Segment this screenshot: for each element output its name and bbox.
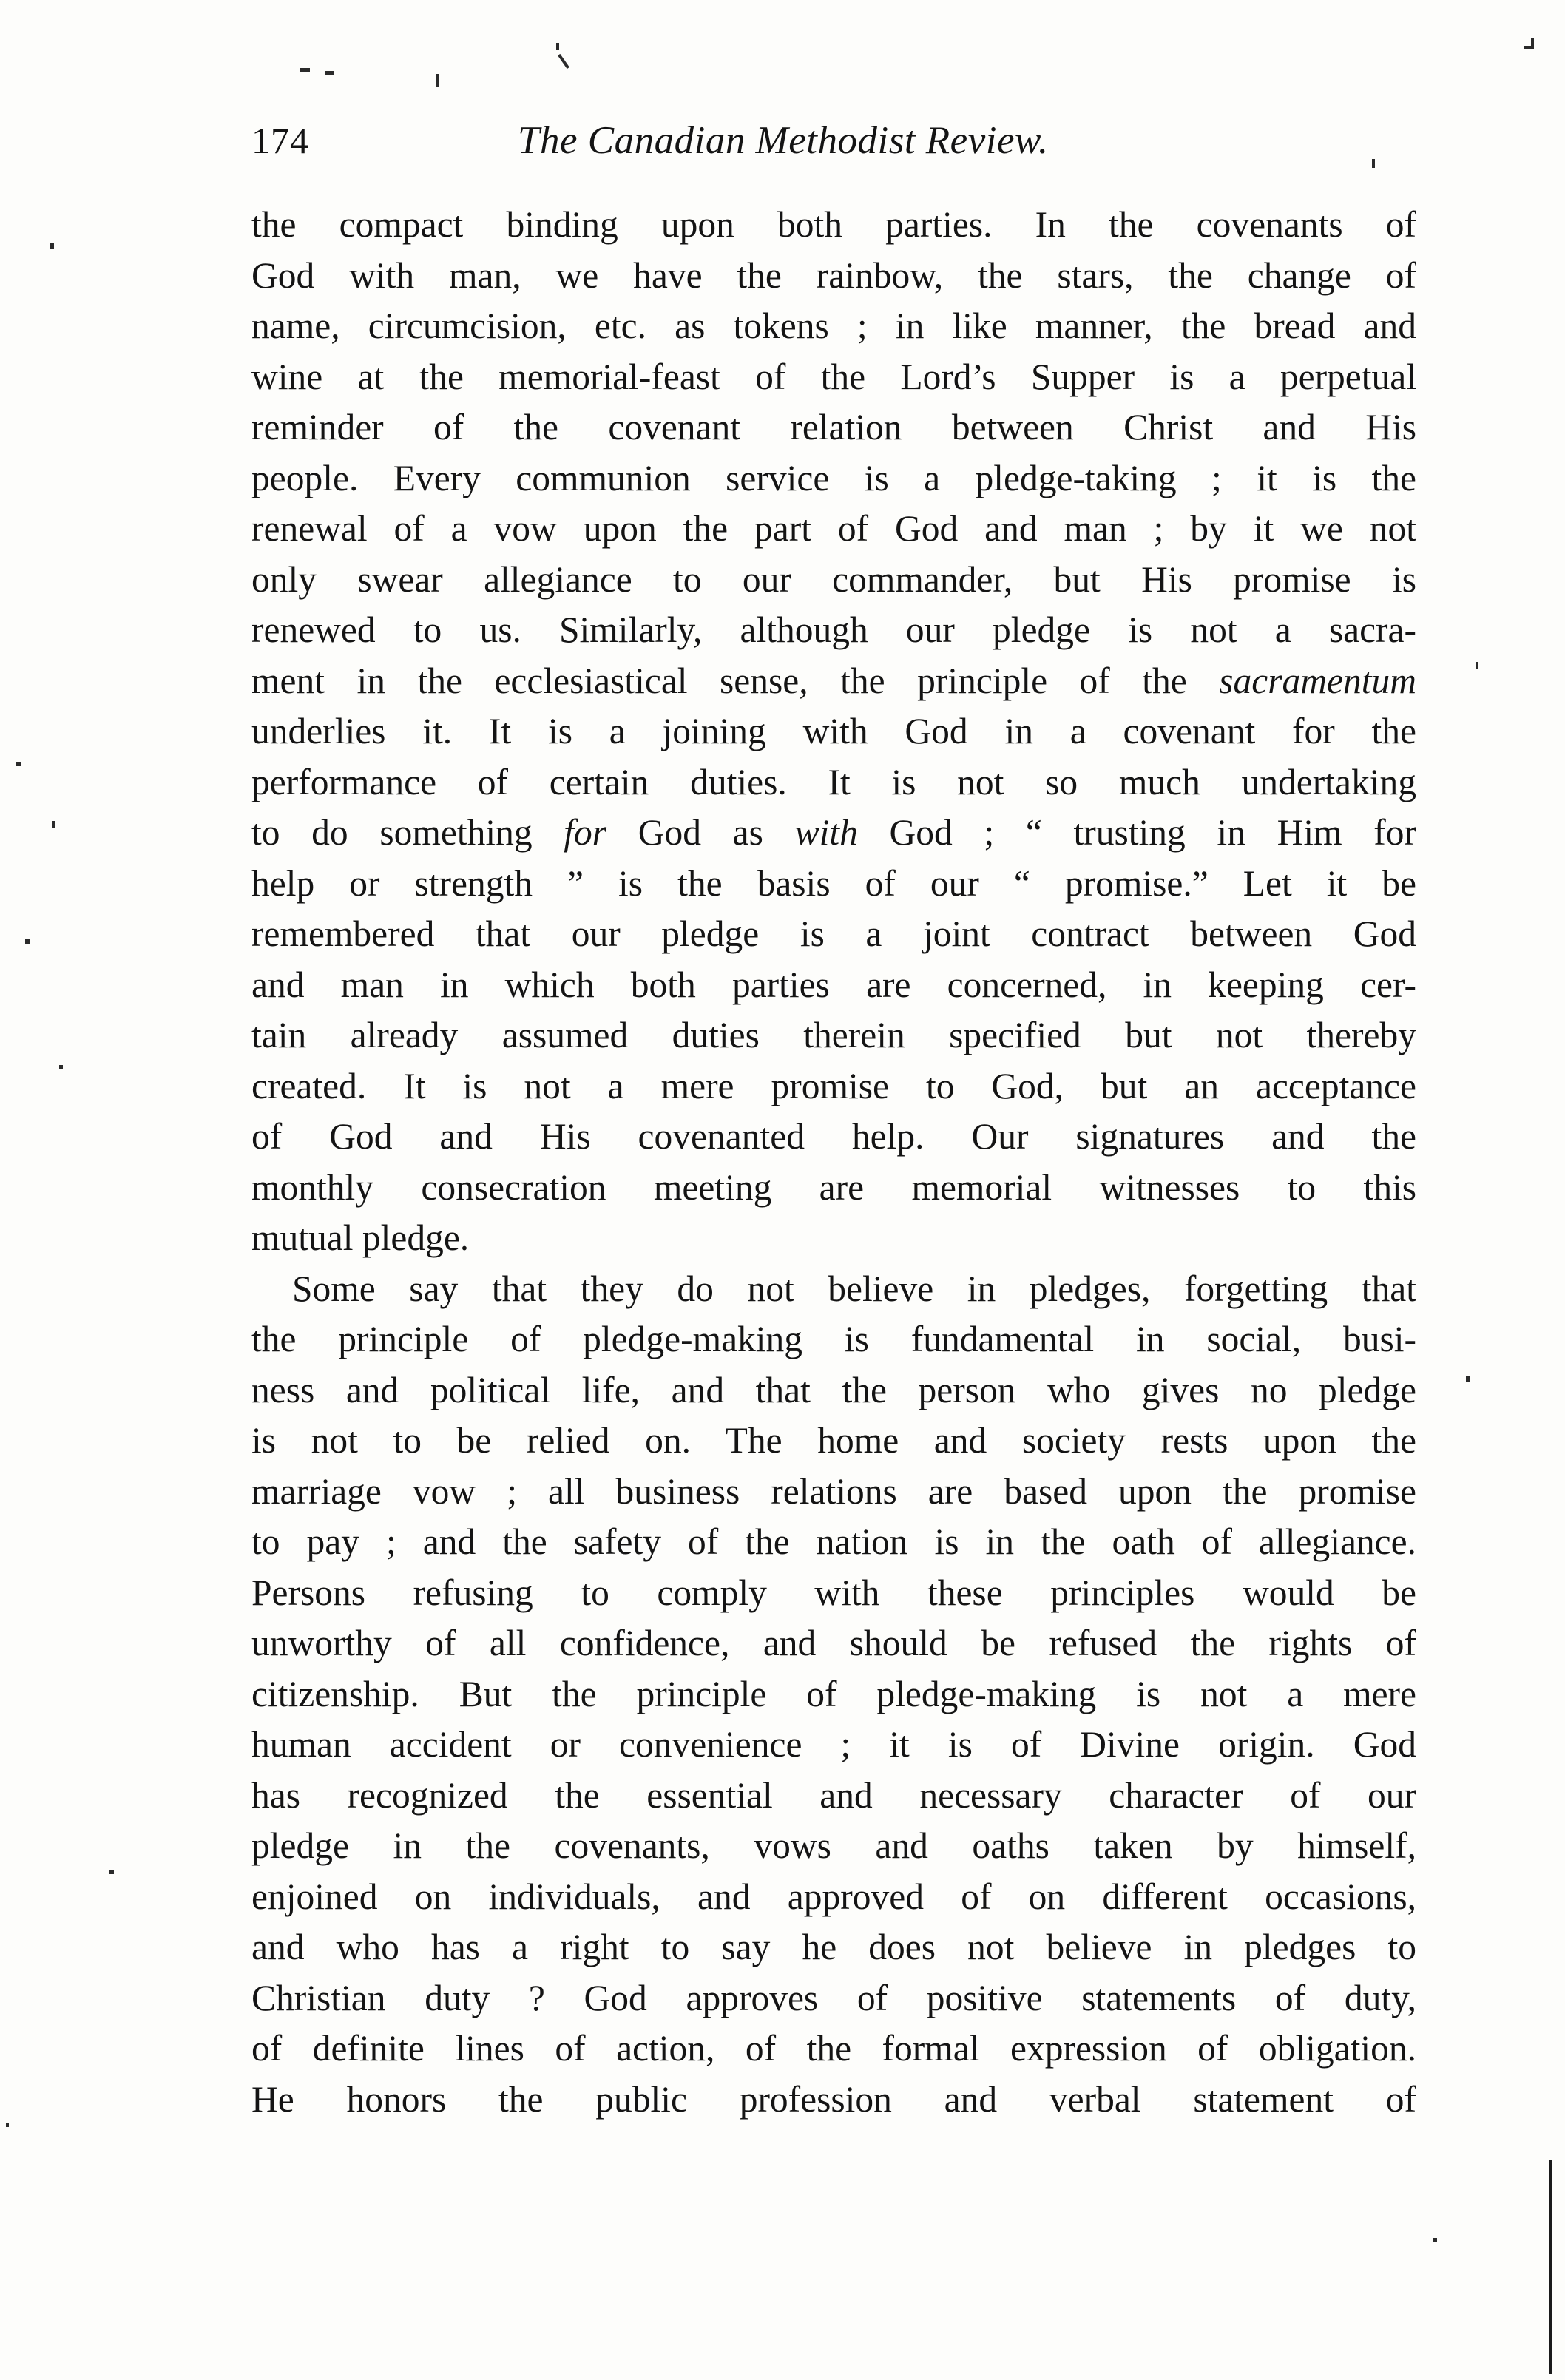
text-line [251,605,1416,656]
text-line [251,706,1416,757]
text-line [251,2024,1416,2075]
text-segment: mutual pledge. [251,1217,470,1258]
text-segment: Some say that they do not believe in pledges, forgetting that [292,1268,1416,1309]
text-line [251,1720,1416,1771]
text-segment: remembered that our pledge is a joint contract between God [251,913,1416,954]
text-line [251,1922,1416,1973]
text-segment: of God and His covenanted help. Our signatures and the [251,1116,1416,1157]
text-line [251,1314,1416,1365]
text-segment: Persons refusing to comply with these principles would be [251,1572,1416,1613]
text-line [251,1568,1416,1619]
text-segment: to pay ; and the safety of the nation is in the oath of allegiance. [251,1521,1416,1562]
text-line [251,656,1416,707]
text-segment: citizenship. But the principle of pledge-making is not a mere [251,1673,1416,1714]
text-line [251,1517,1416,1568]
text-segment: reminder of the covenant relation between Christ and His [251,407,1416,447]
text-line [251,960,1416,1011]
text-segment: marriage vow ; all business relations are based upon the promise [251,1470,1416,1512]
text-line [251,1973,1416,2024]
text-line [251,859,1416,910]
text-line [251,757,1416,808]
text-segment: Christian duty ? God approves of positive statements of duty, [251,1977,1416,2018]
italic-text: for [564,812,607,853]
text-line [251,1618,1416,1669]
text-line [251,352,1416,403]
text-line [251,1872,1416,1923]
text-segment: only swear allegiance to our commander, but His promise is [251,558,1416,600]
text-line [251,1213,1416,1264]
text-line [251,2075,1416,2126]
text-line [251,453,1416,504]
text-segment: created. It is not a mere promise to God, but an acceptance [251,1065,1416,1106]
text-segment: enjoined on individuals, and approved of on different occasions, [251,1876,1416,1917]
text-segment: and man in which both parties are concerned, in keeping cer- [251,964,1416,1005]
text-segment: has recognized the essential and necessary character of our [251,1774,1416,1816]
text-segment: God ; “ trusting in Him for [857,812,1417,853]
text-line [251,1467,1416,1518]
text-segment: help or strength ” is the basis of our “ promise.” Let it be [251,862,1416,904]
text-segment: pledge in the covenants, vows and oaths taken by himself, [251,1825,1416,1866]
text-line [251,1416,1416,1467]
text-line [251,909,1416,960]
text-segment: God as [606,812,795,853]
text-line [251,1821,1416,1872]
text-line [251,402,1416,453]
text-segment: renewal of a vow upon the part of God and man ; by it we not [251,508,1416,549]
text-segment: wine at the memorial-feast of the Lord’s Supper is a perpetual [251,356,1416,397]
text-segment: ment in the ecclesiastical sense, the principle of the [251,660,1220,701]
text-line [251,808,1416,859]
text-segment: underlies it. It is a joining with God in a covenant for the [251,711,1416,751]
text-line [251,1010,1416,1061]
italic-text: sacramentum [1219,660,1416,701]
text-line [251,1669,1416,1720]
text-segment: to do something [251,812,564,853]
text-segment: name, circumcision, etc. as tokens ; in like manner, the bread and [251,305,1416,346]
text-line [251,1264,1416,1315]
text-line [251,301,1416,352]
text-segment: God with man, we have the rainbow, the stars, the change of [251,254,1416,296]
text-segment: of definite lines of action, of the formal expression of obligation. [251,2028,1416,2069]
text-segment: monthly consecration meeting are memorial witnesses to this [251,1166,1416,1208]
text-segment: people. Every communion service is a pledge-taking ; it is the [251,457,1416,498]
text-line [251,1771,1416,1822]
text-segment: and who has a right to say he does not believe in pledges to [251,1927,1416,1967]
text-line [251,504,1416,555]
page-number: 174 [251,120,309,161]
running-title: The Canadian Methodist Review. [518,119,1049,162]
text-line [251,1061,1416,1112]
text-segment: is not to be relied on. The home and society rests upon the [251,1420,1416,1461]
text-line [251,555,1416,606]
text-segment: the compact binding upon both parties. In the covenants of [251,204,1416,245]
text-segment: ness and political life, and that the person who gives no pledge [251,1369,1416,1410]
text-line [251,251,1416,302]
body-text [251,200,1416,2125]
text-line [251,1163,1416,1214]
running-header [251,111,1420,170]
text-line [251,1365,1416,1416]
text-segment: tain already assumed duties therein specified but not thereby [251,1015,1416,1055]
text-segment: He honors the public profession and verbal statement of [251,2078,1416,2120]
italic-text: with [794,812,858,853]
text-segment: performance of certain duties. It is not so much undertaking [251,761,1416,802]
text-segment: unworthy of all confidence, and should be refused the rights of [251,1623,1416,1663]
text-line [251,200,1416,251]
text-segment: the principle of pledge-making is fundamental in social, busi- [251,1319,1416,1359]
text-line [251,1112,1416,1163]
page-edge-line [1549,2160,1552,2374]
text-segment: renewed to us. Similarly, although our pledge is not a sacra- [251,609,1416,650]
text-segment: human accident or convenience ; it is of Divine origin. God [251,1724,1416,1765]
